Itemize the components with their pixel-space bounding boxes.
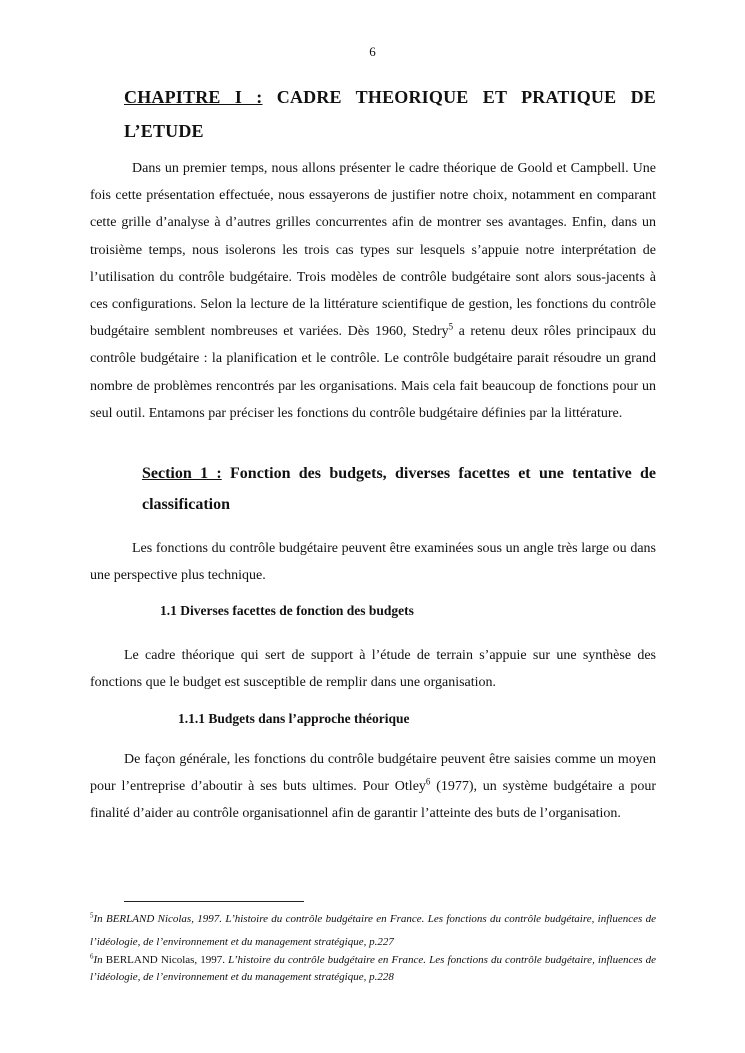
page-number: 6 (369, 44, 376, 59)
chapter-title (124, 80, 656, 148)
footnote-6-in: In (93, 954, 103, 966)
footnote-5-text: In BERLAND Nicolas, 1997. L’histoire du contrôle budgétaire en France. Les fonctions du contrôle budgétaire, influences de l’idéologie, de l’environnement et du management stratégique, p.227 (90, 913, 656, 948)
intro-text-2: a retenu deux rôles principaux du contrôle budgétaire : la planification et le contrôle. Le contrôle budgétaire parait résoudre un grand nombre de problèmes rencontrés par les organisations. Mais cela fait beaucoup de fonctions pour un seul outil. Entamons par préciser les fonctions du contrôle budgétaire définies par la littérature. (90, 324, 656, 421)
footnote-5-number: 5 (90, 911, 94, 920)
section-title-text: Fonction des budgets, diverses facettes et une tentative de classification (142, 465, 656, 513)
section-paragraph: Les fonctions du contrôle budgétaire peuvent être examinées sous un angle très large ou dans une perspective plus technique. (90, 541, 656, 584)
footnote-5 (90, 908, 656, 954)
subsubsection-title: 1.1.1 Budgets dans l’approche théorique (178, 711, 410, 726)
subsection-paragraph: Le cadre théorique qui sert de support à l’étude de terrain s’appuie sur une synthèse des fonctions que le budget est susceptible de remplir dans une organisation. (90, 648, 656, 691)
footnote-6 (90, 952, 656, 986)
chapter-label: CHAPITRE I : (124, 87, 263, 107)
subsubsection-paragraph (90, 746, 656, 828)
chapter-title-text: CADRE THEORIQUE ET PRATIQUE DE L’ETUDE (124, 87, 656, 141)
footnote-separator (124, 901, 304, 902)
intro-paragraph (90, 155, 656, 427)
footnote-6-number: 6 (90, 952, 94, 961)
footnote-ref-5[interactable]: 5 (448, 321, 454, 332)
section-label: Section 1 : (142, 465, 222, 482)
section-title (142, 458, 656, 520)
footnote-6-text: L’histoire du contrôle budgétaire en France. Les fonctions du contrôle budgétaire, influences de l’idéologie, de l’environnement et du management stratégique, p.228 (90, 954, 656, 983)
footnote-6-author: BERLAND Nicolas, 1997. (102, 954, 229, 966)
footnote-ref-6[interactable]: 6 (425, 776, 431, 787)
subsection-title: 1.1 Diverses facettes de fonction des budgets (160, 603, 414, 618)
subsub-text-1: De façon générale, les fonctions du contrôle budgétaire peuvent être saisies comme un moyen pour l’entreprise d’aboutir à ses buts ultimes. Pour Otley (90, 752, 656, 795)
subsub-text-2: (1977), un système budgétaire a pour finalité d’aider au contrôle organisationnel afin de garantir l’atteinte des buts de l’organisation. (90, 779, 656, 822)
intro-text-1: Dans un premier temps, nous allons présenter le cadre théorique de Goold et Campbell. Une fois cette présentation effectuée, nous essayerons de justifier notre choix, notamment en comparant cette grille d’analyse à d’autres grilles concurrentes afin de montrer ses avantages. Enfin, dans un troisième temps, nous isolerons les trois cas types sur lesquels s’appuie notre interprétation de l’utilisation du contrôle budgétaire. Trois modèles de contrôle budgétaire sont alors sous-jacents à ces configurations. Selon la lecture de la littérature scientifique de gestion, les fonctions du contrôle budgétaire semblent nombreuses et variées. Dès 1960, Stedry (90, 161, 656, 340)
